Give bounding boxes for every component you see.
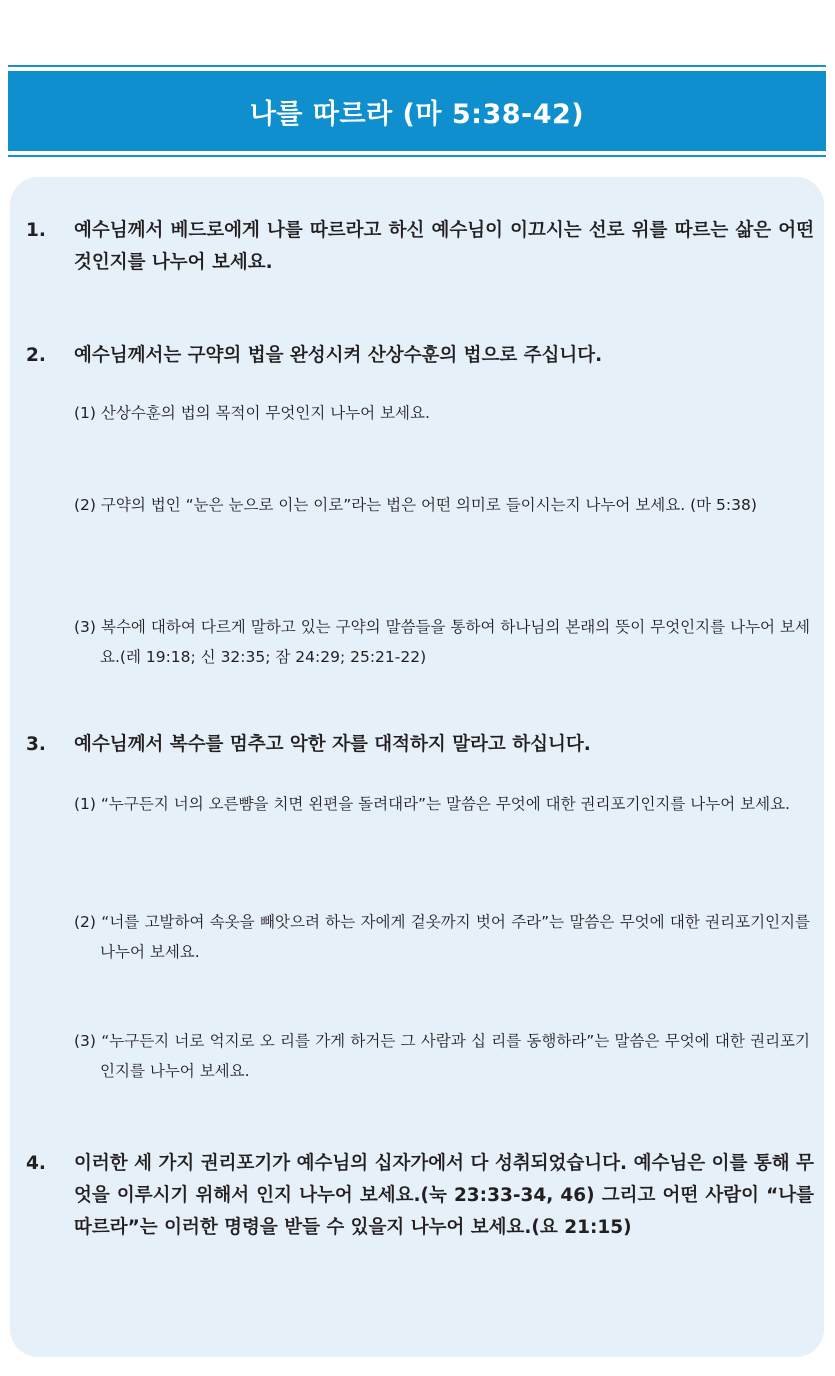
- sub-number: (3): [74, 618, 96, 636]
- question-number: 2.: [26, 345, 46, 366]
- sub-text: 구약의 법인 “눈은 눈으로 이는 이로”라는 법은 어떤 의미로 들이시는지 나누어 보세요. (마 5:38): [100, 496, 757, 514]
- question-3-sub-3: [74, 1026, 810, 1086]
- question-3: [26, 729, 814, 761]
- sub-number: (3): [74, 1032, 96, 1050]
- question-4: [26, 1148, 814, 1244]
- question-text: 예수님께서 복수를 멈추고 악한 자를 대적하지 말라고 하십니다.: [74, 734, 591, 755]
- sub-number: (1): [74, 795, 96, 813]
- question-2-sub-3: [74, 612, 810, 672]
- header-bar: [8, 71, 826, 151]
- question-3-sub-2: [74, 907, 810, 967]
- question-text: 예수님께서는 구약의 법을 완성시켜 산상수훈의 법으로 주십니다.: [74, 345, 603, 366]
- question-text: 예수님께서 베드로에게 나를 따르라고 하신 예수님이 이끄시는 선로 위를 따르는 삶은 어떤 것인지를 나누어 보세요.: [74, 220, 814, 273]
- question-1: [26, 215, 814, 279]
- question-2-sub-2: [74, 490, 810, 520]
- page-title: 나를 따르라 (마 5:38-42): [249, 98, 585, 130]
- question-2-sub-1: [74, 398, 810, 428]
- page-header: [8, 65, 826, 157]
- sub-text: 복수에 대하여 다르게 말하고 있는 구약의 말씀들을 통하여 하나님의 본래의 뜻이 무엇인지를 나누어 보세요.(레 19:18; 신 32:35; 잠 24:29; 25:21-22): [100, 618, 810, 666]
- sub-text: 산상수훈의 법의 목적이 무엇인지 나누어 보세요.: [100, 404, 430, 422]
- question-number: 1.: [26, 220, 46, 241]
- sub-text: “누구든지 너의 오른뺨을 치면 왼편을 돌려대라”는 말씀은 무엇에 대한 권리포기인지를 나누어 보세요.: [100, 795, 790, 813]
- sub-text: “누구든지 너로 억지로 오 리를 가게 하거든 그 사람과 십 리를 동행하라”는 말씀은 무엇에 대한 권리포기 인지를 나누어 보세요.: [100, 1032, 810, 1080]
- sub-number: (1): [74, 404, 96, 422]
- question-number: 3.: [26, 734, 46, 755]
- question-2: [26, 340, 814, 372]
- question-3-sub-1: [74, 789, 810, 819]
- question-text: 이러한 세 가지 권리포기가 예수님의 십자가에서 다 성취되었습니다. 예수님은 이를 통해 무엇을 이루시기 위해서 인지 나누어 보세요.(눅 23:33-34, 46) 그리고 어떤 사람이 “나를 따르라”는 이러한 명령을 받들 수 있을지 나누어 보세요.(요 21:15): [74, 1153, 814, 1238]
- question-number: 4.: [26, 1153, 46, 1174]
- sub-number: (2): [74, 913, 96, 931]
- sub-number: (2): [74, 496, 96, 514]
- sub-text: “너를 고발하여 속옷을 빼앗으려 하는 자에게 겉옷까지 벗어 주라”는 말씀은 무엇에 대한 권리포기인지를 나누어 보세요.: [100, 913, 810, 961]
